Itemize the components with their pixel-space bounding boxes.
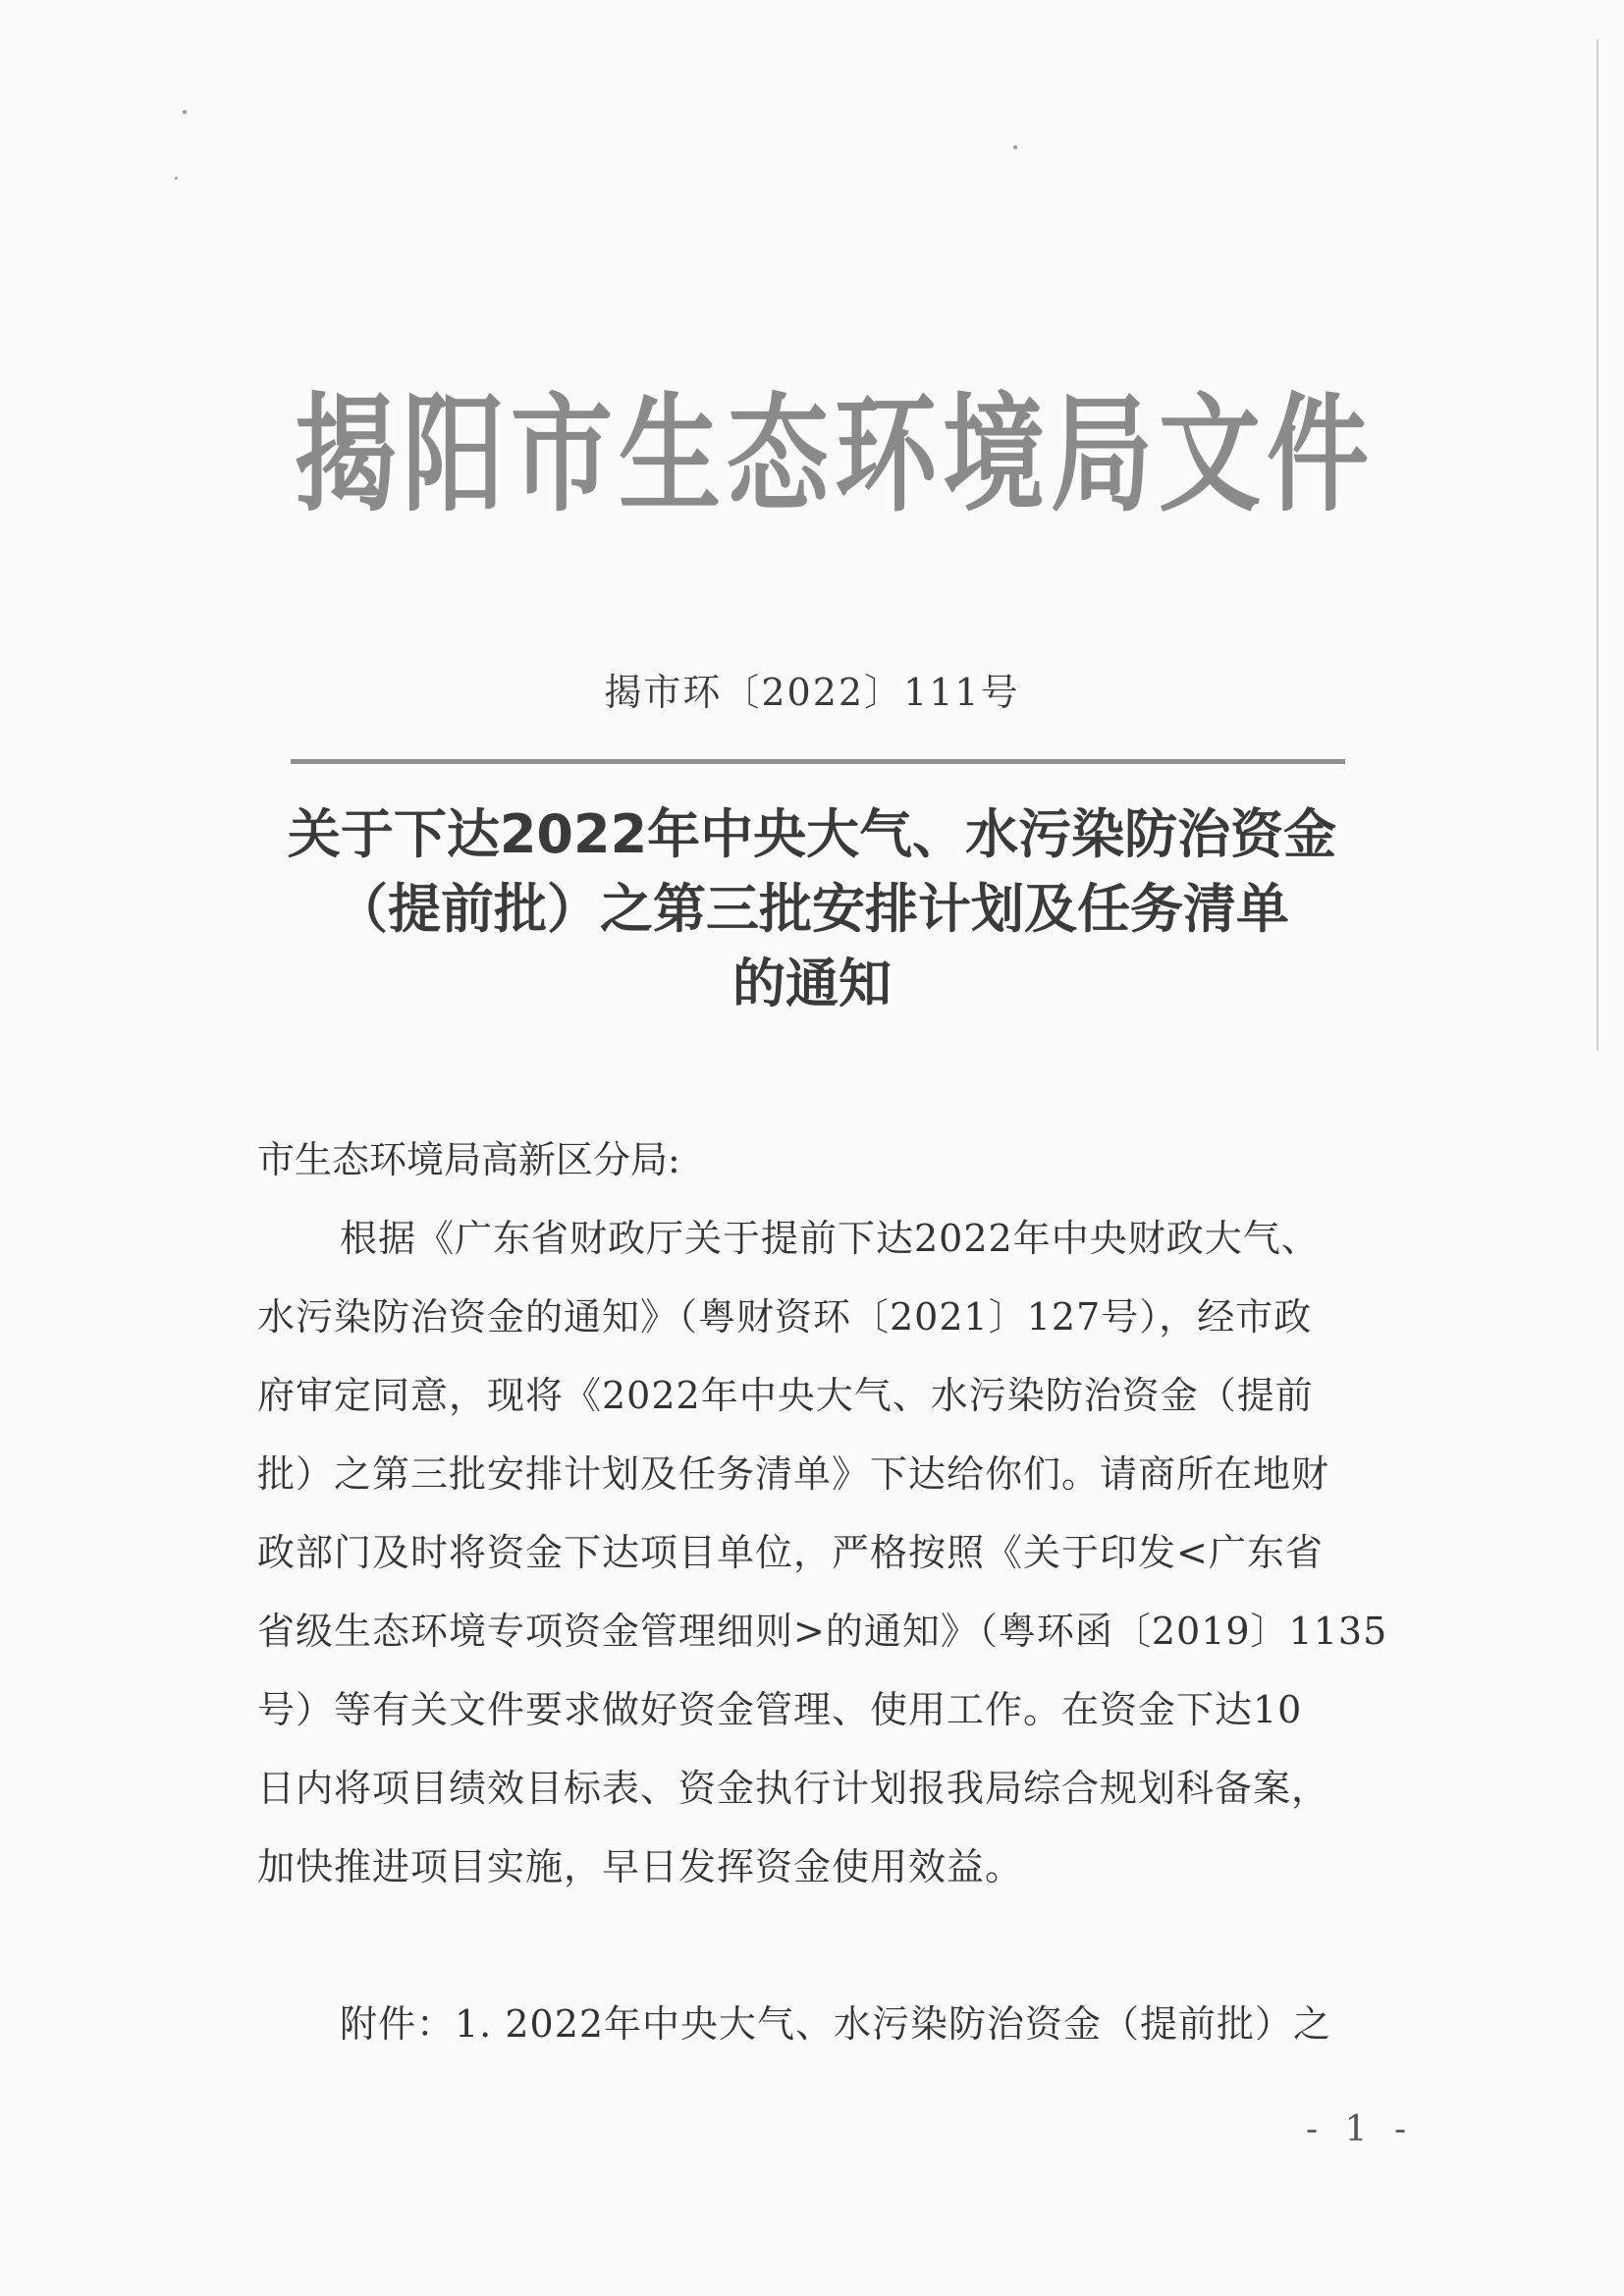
title-line: （提前批）之第三批安排计划及任务清单 [335,878,1289,940]
scan-speck [183,110,187,114]
document-number: 揭市环〔2022〕111号 [604,671,1020,714]
body-line: 号）等有关文件要求做好资金管理、使用工作。在资金下达10 [257,1688,1303,1731]
body-line: 府审定同意，现将《2022年中央大气、水污染防治资金（提前 [257,1374,1314,1417]
body-line: 根据《广东省财政厅关于提前下达2022年中央财政大气、 [340,1217,1320,1260]
header-divider [291,759,1345,764]
body-line: 加快推进项目实施，早日发挥资金使用效益。 [257,1845,1024,1888]
body-line: 政部门及时将资金下达项目单位，严格按照《关于印发<广东省 [257,1531,1324,1574]
addressee: 市生态环境局高新区分局: [257,1138,680,1181]
page-number: - 1 - [1306,2109,1415,2150]
attachment-line: 附件：1. 2022年中央大气、水污染防治资金（提前批）之 [340,2002,1332,2046]
document-title [236,797,1388,1021]
scan-speck [1013,145,1017,149]
title-line: 关于下达2022年中央大气、水污染防治资金 [287,803,1337,865]
issuing-authority-header: 揭阳市生态环境局文件 [295,379,1376,530]
body-line: 省级生态环境专项资金管理细则>的通知》（粤环函〔2019〕1135 [257,1610,1388,1653]
body-line: 水污染防治资金的通知》（粤财资环〔2021〕127号），经市政 [257,1295,1313,1339]
body-line: 批）之第三批安排计划及任务清单》下达给你们。请商所在地财 [257,1452,1330,1496]
scan-speck [175,177,178,180]
body-line: 日内将项目绩效目标表、资金执行计划报我局综合规划科备案， [257,1767,1330,1810]
title-line: 的通知 [732,953,892,1014]
scan-edge-line [1597,39,1598,1051]
